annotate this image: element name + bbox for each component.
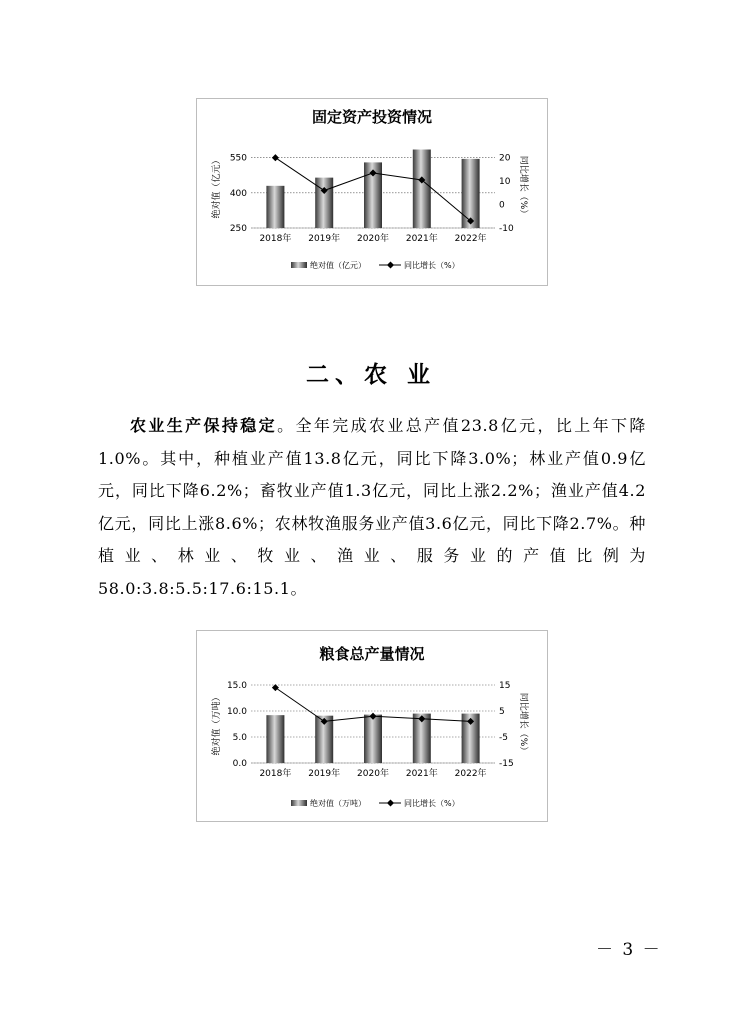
x-tick-label: 2021年 bbox=[405, 769, 438, 779]
y-tick-label: 15.0 bbox=[226, 681, 247, 691]
chart-svg bbox=[197, 99, 547, 285]
legend-line-marker bbox=[387, 261, 394, 268]
y2-tick-label: 5 bbox=[499, 707, 505, 717]
fixed-asset-investment-chart bbox=[196, 98, 548, 286]
bar bbox=[266, 186, 284, 228]
y2-tick-label: -15 bbox=[499, 759, 514, 769]
y-axis-label: 绝对值（亿元） bbox=[212, 155, 222, 219]
y2-tick-label: 10 bbox=[499, 177, 511, 188]
x-tick-label: 2018年 bbox=[259, 769, 292, 779]
chart-title: 粮食总产量情况 bbox=[319, 645, 425, 663]
y2-axis-label: 同比增长（%） bbox=[518, 692, 528, 756]
bar bbox=[315, 178, 333, 228]
legend-line-label: 同比增长（%） bbox=[404, 261, 460, 270]
y-tick-label: 0.0 bbox=[232, 759, 247, 769]
grain-output-chart bbox=[196, 630, 548, 822]
line-marker bbox=[272, 154, 279, 161]
x-tick-label: 2019年 bbox=[308, 769, 341, 779]
chart-title: 固定资产投资情况 bbox=[311, 108, 433, 126]
legend-line-marker bbox=[387, 799, 394, 806]
x-tick-label: 2019年 bbox=[308, 234, 341, 244]
section-heading: 二、农 业 bbox=[305, 362, 436, 389]
x-tick-label: 2022年 bbox=[454, 769, 487, 779]
x-tick-label: 2018年 bbox=[259, 234, 292, 244]
y2-axis-label: 同比增长（%） bbox=[518, 155, 528, 219]
page-number: － 3 － bbox=[596, 940, 662, 960]
y-tick-label: 250 bbox=[229, 224, 247, 234]
chart-svg bbox=[197, 631, 547, 821]
y2-tick-label: 20 bbox=[499, 153, 511, 164]
bar bbox=[413, 150, 431, 228]
x-tick-label: 2022年 bbox=[454, 234, 487, 244]
y-tick-label: 550 bbox=[229, 153, 247, 164]
legend-bar-swatch bbox=[291, 262, 307, 268]
y-tick-label: 10.0 bbox=[226, 707, 247, 717]
y2-tick-label: -10 bbox=[499, 224, 514, 234]
legend-bar-label: 绝对值（亿元） bbox=[310, 261, 366, 270]
y2-tick-label: 0 bbox=[499, 200, 505, 211]
agriculture-paragraph bbox=[98, 410, 646, 605]
y-axis-label: 绝对值（万吨） bbox=[212, 692, 222, 756]
paragraph-text: 。全年完成农业总产值23.8亿元，比上年下降1.0%。其中，种植业产值13.8亿元，同比下降3.0%；林业产值0.9亿元，同比下降6.2%；畜牧业产值1.3亿元，同比上涨2.2%；渔业产值4.2亿元，同比上涨8.6%；农林牧渔服务业产值3.6亿元，同比下降2.7%。种植业、林业、牧业、渔业、服务业的产值比例为58.0:3.8:5.5:17.6:15.1。 bbox=[98, 416, 646, 598]
paragraph-lead: 农业生产保持稳定 bbox=[130, 416, 278, 435]
y2-tick-label: 15 bbox=[499, 681, 511, 691]
x-tick-label: 2020年 bbox=[357, 234, 389, 244]
y-tick-label: 400 bbox=[229, 188, 247, 199]
bar bbox=[364, 715, 382, 763]
legend-bar-swatch bbox=[291, 800, 307, 806]
y-tick-label: 5.0 bbox=[232, 733, 247, 743]
x-tick-label: 2020年 bbox=[357, 769, 389, 779]
x-tick-label: 2021年 bbox=[405, 234, 438, 244]
bar bbox=[266, 715, 284, 763]
legend-line-label: 同比增长（%） bbox=[404, 799, 460, 808]
y2-tick-label: -5 bbox=[499, 733, 508, 743]
legend-bar-label: 绝对值（万吨） bbox=[310, 799, 366, 808]
